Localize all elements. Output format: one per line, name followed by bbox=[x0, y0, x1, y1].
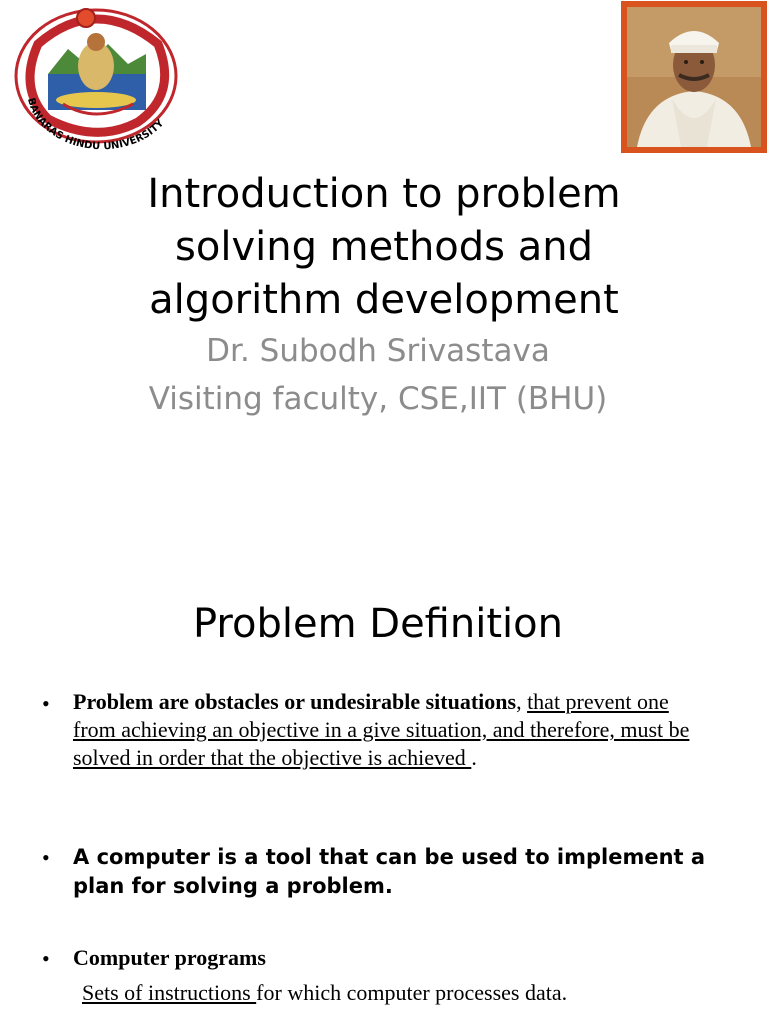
computer-tool-paragraph: A computer is a tool that can be used to implement a plan for solving a problem. bbox=[73, 845, 706, 898]
title-line-3: algorithm development bbox=[149, 277, 619, 323]
bhu-logo bbox=[8, 4, 184, 150]
bullet-1: • bbox=[42, 691, 50, 716]
portrait-image bbox=[621, 1, 767, 153]
author-affiliation: Visiting faculty, CSE,IIT (BHU) bbox=[148, 381, 608, 417]
title-line-2: solving methods and bbox=[175, 224, 593, 270]
problem-definition-paragraph bbox=[73, 688, 713, 772]
slide-title bbox=[0, 168, 768, 327]
bullet-2: • bbox=[42, 845, 50, 870]
instructions-underlined-text: Sets of instructions bbox=[82, 980, 257, 1005]
title-line-1: Introduction to problem bbox=[147, 171, 621, 217]
computer-programs-definition bbox=[82, 979, 742, 1007]
computer-programs-heading: Computer programs bbox=[73, 945, 266, 970]
bullet-3: • bbox=[42, 946, 50, 971]
problem-bold-text: Problem are obstacles or undesirable situations bbox=[73, 689, 517, 714]
section-heading: Problem Definition bbox=[193, 601, 563, 647]
problem-underlined-text: that prevent one from achieving an objective in a give situation, and therefore, must be solved in order that the objective is achieved bbox=[73, 689, 690, 770]
university-seal-icon bbox=[8, 4, 184, 150]
slide-2 bbox=[0, 560, 768, 1024]
instructions-rest-text: for which computer processes data. bbox=[256, 980, 568, 1005]
problem-period: . bbox=[471, 745, 477, 770]
portrait-person-icon bbox=[627, 7, 761, 147]
logo-arc-text: BANARAS HINDU UNIVERSITY bbox=[24, 96, 167, 150]
problem-comma: , bbox=[516, 689, 528, 714]
author-name: Dr. Subodh Srivastava bbox=[206, 333, 550, 369]
